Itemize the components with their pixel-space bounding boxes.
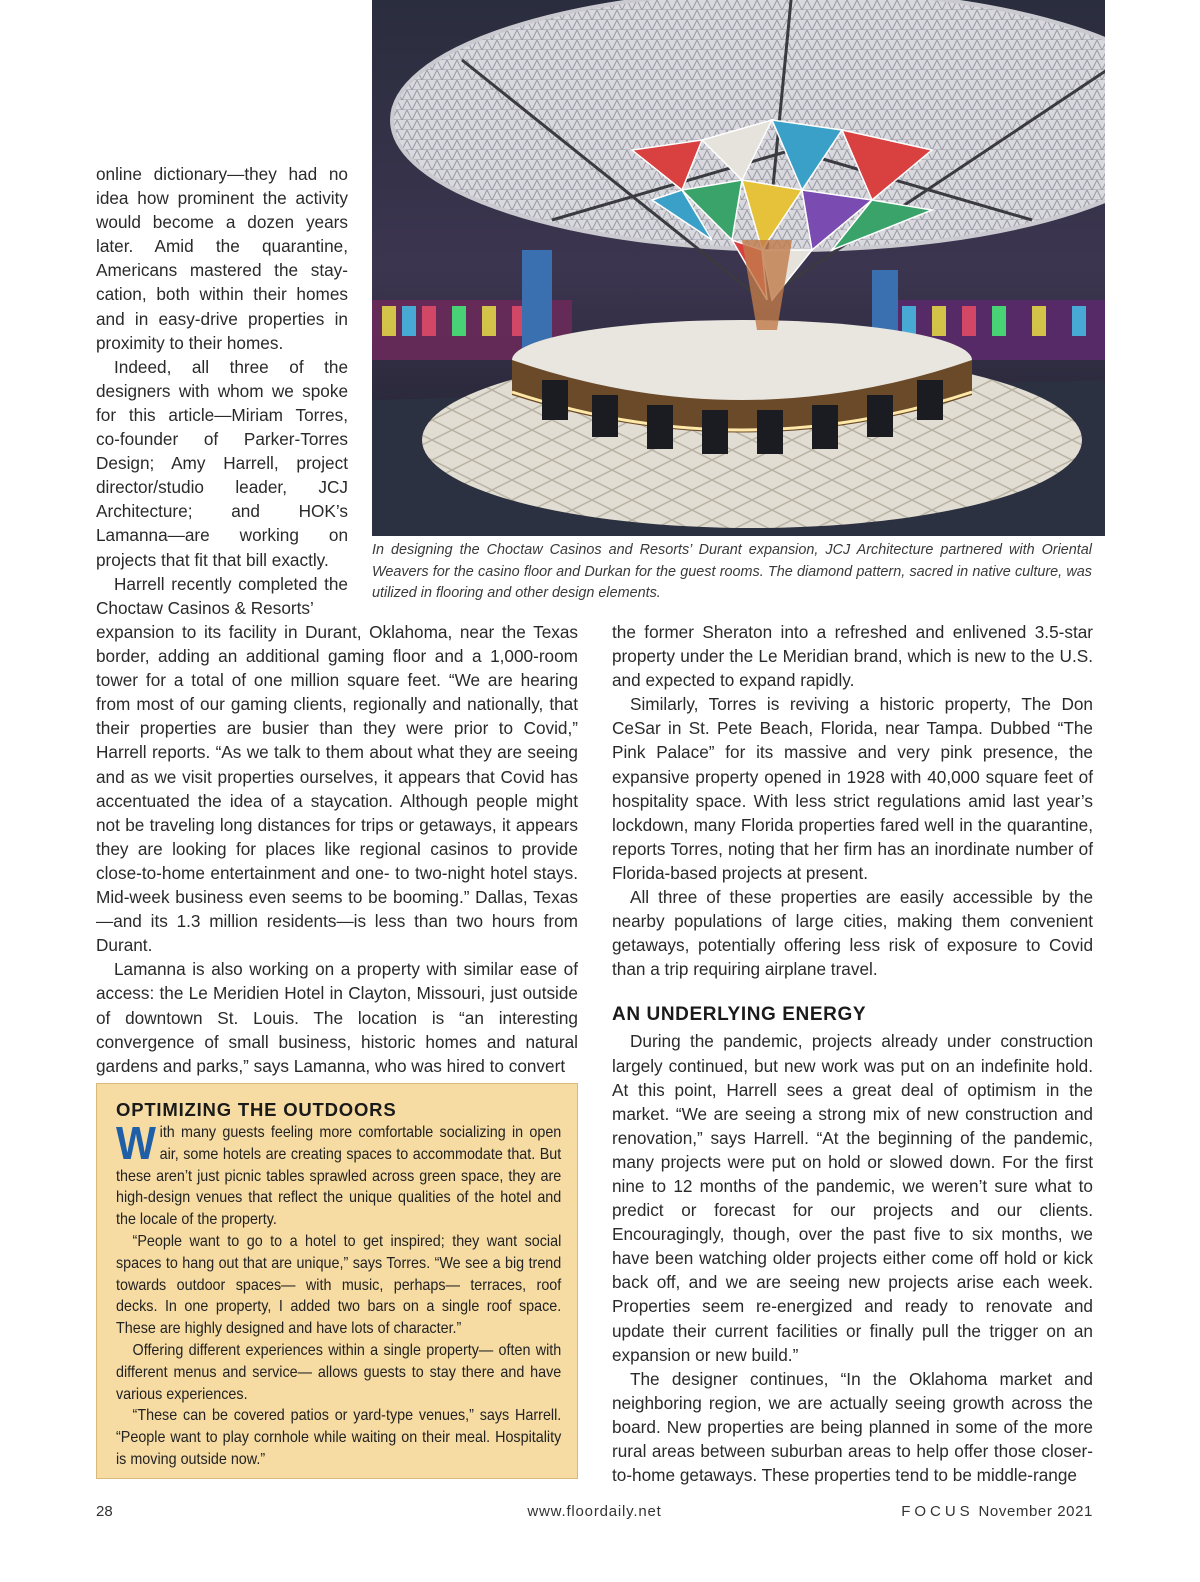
body-paragraph: the former Sheraton into a refreshed and enlivened 3.5-star property under the Le Meridian brand, which is new to the U.S. and expected to expand rapidly. — [612, 622, 1093, 691]
right-column — [612, 620, 1093, 1487]
drop-cap: W — [116, 1117, 156, 1169]
body-paragraph: All three of these properties are easily accessible by the nearby populations of large cities, making them convenient getaways, potentially offering less risk of exposure to Covid than a trip requiring airplane travel. — [612, 887, 1093, 980]
sidebar-paragraph: “These can be covered patios or yard-type venues,” says Harrell. “People want to play cornhole while waiting on their meal. Hospitality is moving outside now.” — [116, 1407, 562, 1468]
body-paragraph: online dictionary—they had no idea how prominent the activity would become a dozen years later. Amid the quarantine, Americans mastered the stay-cation, both within their homes and in easy-drive properties in proximity to their homes. — [96, 164, 348, 353]
sidebar-paragraph: Offering different experiences within a single property— often with different menus and service— allows guests to stay there and have various experiences. — [116, 1341, 562, 1403]
body-paragraph: Lamanna is also working on a property with similar ease of access: the Le Meridien Hotel in Clayton, Missouri, just outside of downtown St. Louis. The location is “an interesting convergence of small business, historic homes and natural gardens and parks,” says Lamanna, who was hired to convert — [96, 959, 578, 1076]
footer-publication — [901, 1503, 1093, 1520]
sidebar-paragraph: “People want to go to a hotel to get inspired; they want social spaces to hang out that are unique,” says Torres. “We see a big trend towards outdoor spaces— with music, perhaps— terraces, roof decks. In one property, I added two bars on a single roof space. These are highly designed and have lots of character.” — [116, 1232, 562, 1338]
body-paragraph: Harrell recently completed the Choctaw Casinos & Resorts’ — [96, 573, 348, 618]
issue-date: November 2021 — [978, 1503, 1093, 1520]
page-number: 28 — [96, 1503, 113, 1520]
section-subhead: AN UNDERLYING ENERGY — [612, 1004, 867, 1026]
casino-bar-photo — [372, 0, 1105, 536]
sidebar-title: OPTIMIZING THE OUTDOORS — [116, 1099, 397, 1120]
body-paragraph: During the pandemic, projects already under construction largely continued, but new work was put on an indefinite hold. At this point, Harrell sees a great deal of optimism in the market. “We are seeing a strong mix of new construction and renovation,” says Harrell. “At the beginning of the pandemic, many projects were put on hold or slowed down. For the first nine to 12 months of the pandemic, we weren’t sure what to predict or forecast for our projects and our clients. Encouragingly, though, over the past five to six months, we have been watching older projects either come off hold or kick back off, and we are seeing new projects arise each week. Properties seem re-energized and ready to renovate and update their current facilities or finally pull the trigger on an expansion or new build.” — [612, 1031, 1093, 1365]
body-paragraph: Similarly, Torres is reviving a historic property, The Don CeSar in St. Pete Beach, Florida, near Tampa. Dubbed “The Pink Palace” for its massive and very pink presence, the expansive property opened in 1928 with 40,000 square feet of hospitality space. With less strict regulations amid last year’s lockdown, many Florida properties fared well in the quarantine, reports Torres, noting that her firm has an inordinate number of Florida-based projects at present. — [612, 694, 1093, 883]
body-paragraph: The designer continues, “In the Oklahoma market and neighboring region, we are actually seeing growth across the board. New properties are being planned in some of the more rural areas between suburban areas to help offer those closer-to-home getaways. These properties tend to be middle-range — [612, 1368, 1093, 1486]
left-column — [96, 620, 578, 1078]
sidebar-lead-text: ith many guests feeling more comfortable socializing in open air, some hotels are creating spaces to accommodate that. But these aren’t just picnic tables sprawled across green space, they are high-design venues that reflect the unique qualities of the hotel and the locale of the property. — [116, 1124, 562, 1229]
publication-name: FOCUS — [901, 1503, 974, 1520]
left-column-top — [96, 162, 348, 620]
footer-url: www.floordaily.net — [527, 1503, 662, 1520]
sidebar-lead-paragraph — [116, 1117, 562, 1231]
photo-caption: In designing the Choctaw Casinos and Resorts’ Durant expansion, JCJ Architecture partnered with Oriental Weavers for the casino floor and Durkan for the guest rooms. The diamond pattern, sacred in native culture, was utilized in flooring and other design elements. — [372, 542, 1092, 601]
sidebar-box — [96, 1083, 578, 1479]
body-paragraph: Indeed, all three of the designers with whom we spoke for this article—Miriam Torres, co-founder of Parker-Torres Design; Amy Harrell, project director/studio leader, JCJ Architecture; and HOK’s Lamanna—are working on projects that fit that bill exactly. — [96, 356, 348, 570]
body-paragraph: expansion to its facility in Durant, Oklahoma, near the Texas border, adding an additional gaming floor and a 1,000-room tower for a total of one million square feet. “We are hearing from most of our gaming clients, regionally and nationally, that their properties are busier than they were prior to Covid,” Harrell reports. “As we talk to them about what they are seeing and as we visit properties ourselves, it appears that Covid has accentuated the idea of a staycation. Although people might not be traveling long distances for trips or getaways, it appears they are looking for places like regional casinos to provide close-to-home entertainment and one- to two-night hotel stays. Mid-week business even seems to be booming.” Dallas, Texas—and its 1.3 million residents—is less than two hours from Durant. — [96, 622, 578, 956]
